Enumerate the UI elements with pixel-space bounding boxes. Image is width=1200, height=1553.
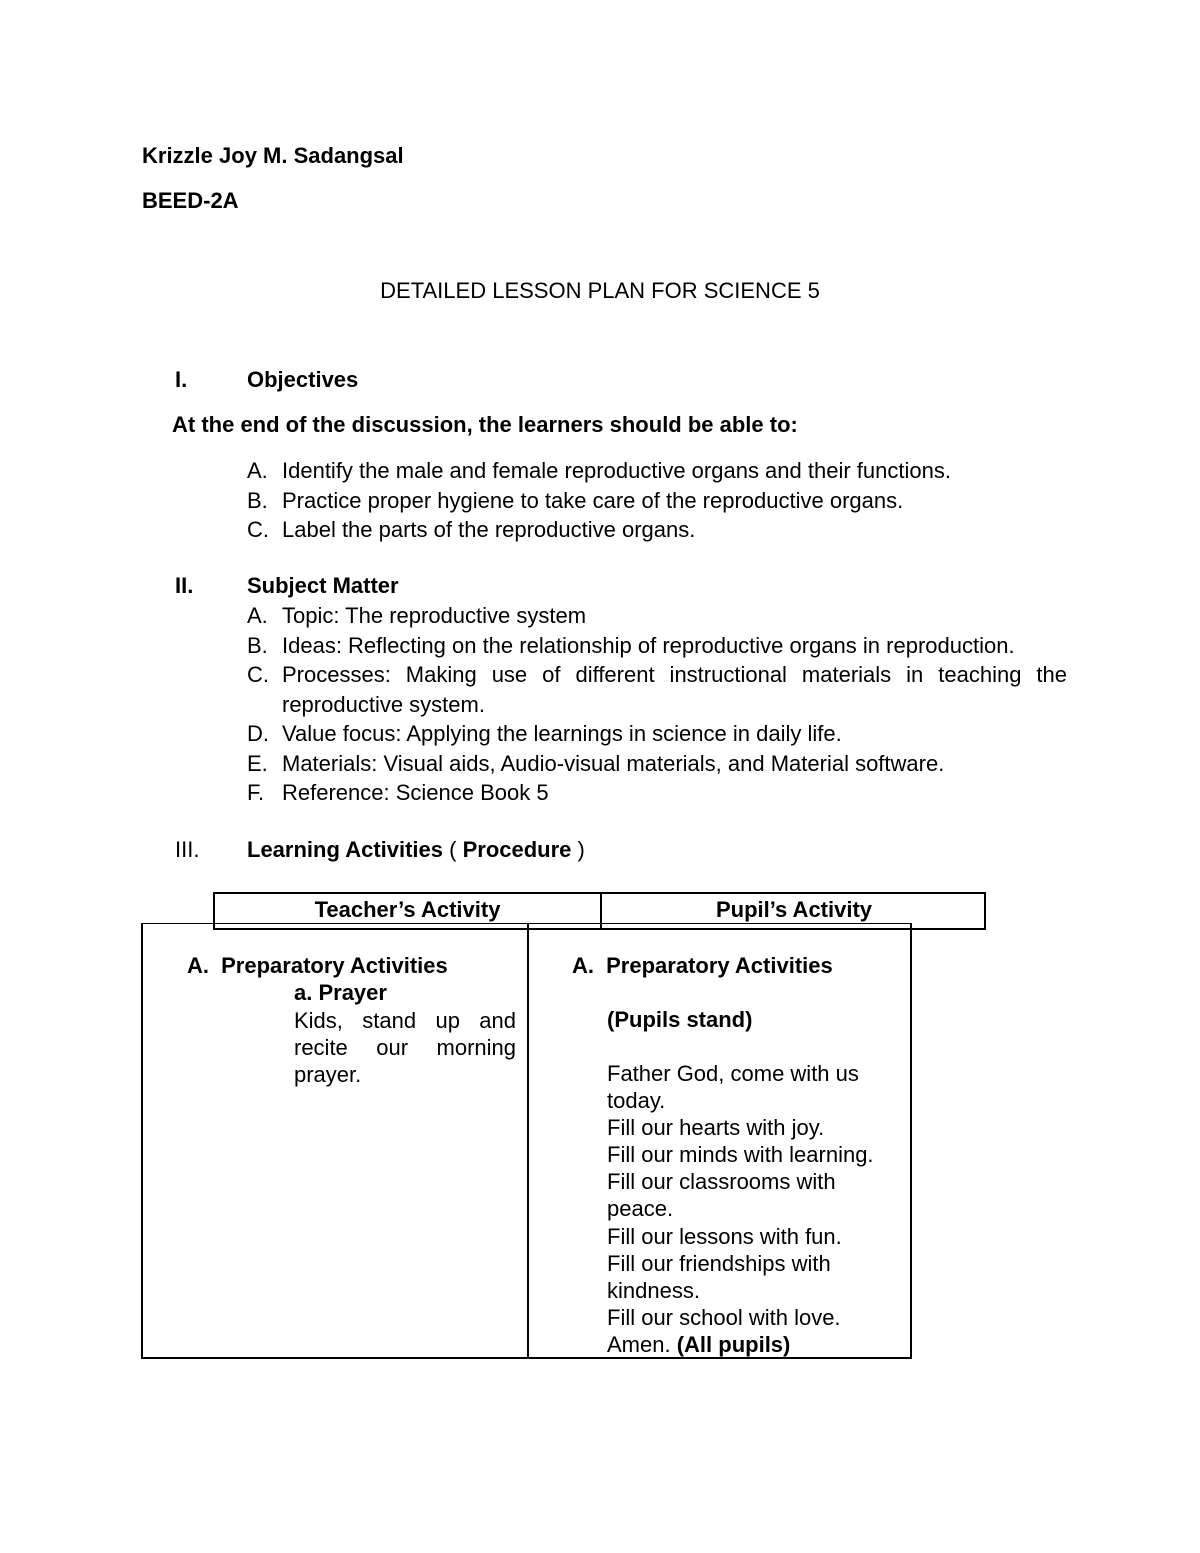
- teacher-section-title: Preparatory Activities: [221, 953, 448, 978]
- objectives-numeral: I.: [175, 367, 188, 392]
- pupil-section-title: Preparatory Activities: [606, 953, 833, 978]
- subject-item: F. Reference: Science Book 5: [247, 780, 549, 805]
- pupil-section-letter: A.: [572, 953, 594, 978]
- learning-activities-heading: [247, 836, 585, 864]
- prayer-subheading: a. Prayer: [294, 980, 387, 1005]
- all-pupils-note: (All pupils): [676, 1331, 791, 1357]
- subject-item: E. Materials: Visual aids, Audio-visual materials, and Material software.: [247, 750, 945, 776]
- student-name: Krizzle Joy M. Sadangsal: [142, 143, 404, 168]
- pupil-prayer: [607, 1060, 907, 1358]
- teacher-activity-header: Teacher’s Activity: [215, 894, 602, 928]
- prayer-amen-line: [607, 1331, 907, 1358]
- subject-item: C. Processes: Making use of different instructional materials in teaching the reproductive system.: [247, 662, 1067, 717]
- subject-item: D. Value focus: Applying the learnings in science in daily life.: [247, 721, 842, 746]
- paren-close: ): [577, 837, 585, 862]
- learning-activities-title: Learning Activities: [247, 837, 444, 862]
- prayer-line: Fill our hearts with joy.: [607, 1115, 825, 1141]
- pupil-section-heading: [572, 952, 833, 979]
- prayer-line: Father God, come with us today.: [607, 1061, 859, 1114]
- objectives-list: [247, 456, 1067, 545]
- subject-item: B. Ideas: Reflecting on the relationship of reproductive organs in reproduction.: [247, 632, 1015, 658]
- objective-item: C. Label the parts of the reproductive organs.: [247, 517, 696, 542]
- subject-matter-heading: Subject Matter: [247, 573, 399, 598]
- objective-item: B. Practice proper hygiene to take care of the reproductive organs.: [247, 487, 904, 513]
- subject-item: A. Topic: The reproductive system: [247, 603, 587, 628]
- paren-open: (: [449, 837, 457, 862]
- prayer-line: Fill our minds with learning.: [607, 1142, 874, 1168]
- objectives-lead: At the end of the discussion, the learners should be able to:: [172, 412, 798, 437]
- teacher-section-letter: A.: [187, 953, 209, 978]
- teacher-section-heading: [187, 952, 448, 979]
- prayer-line: Fill our classrooms with peace.: [607, 1169, 836, 1222]
- teacher-prayer-instruction: Kids, stand up and recite our morning prayer.: [294, 1008, 516, 1087]
- learning-activities-numeral: III.: [175, 837, 200, 862]
- activity-table-body: [141, 923, 912, 1359]
- procedure-label: Procedure: [462, 837, 572, 862]
- pupils-stand-note: (Pupils stand): [607, 1007, 753, 1032]
- objectives-heading: Objectives: [247, 367, 359, 392]
- prayer-line: Fill our school with love.: [607, 1304, 841, 1330]
- document-title: DETAILED LESSON PLAN FOR SCIENCE 5: [380, 278, 820, 303]
- amen-text: Amen.: [607, 1331, 671, 1357]
- subject-matter-list: [247, 601, 1067, 808]
- subject-matter-numeral: II.: [175, 573, 194, 598]
- prayer-line: Fill our friendships with kindness.: [607, 1250, 831, 1303]
- course-section: BEED-2A: [142, 188, 239, 213]
- pupil-activity-header: Pupil’s Activity: [715, 897, 873, 922]
- objective-item: A. Identify the male and female reproductive organs and their functions.: [247, 458, 951, 483]
- column-divider: [527, 924, 529, 1357]
- prayer-line: Fill our lessons with fun.: [607, 1223, 842, 1249]
